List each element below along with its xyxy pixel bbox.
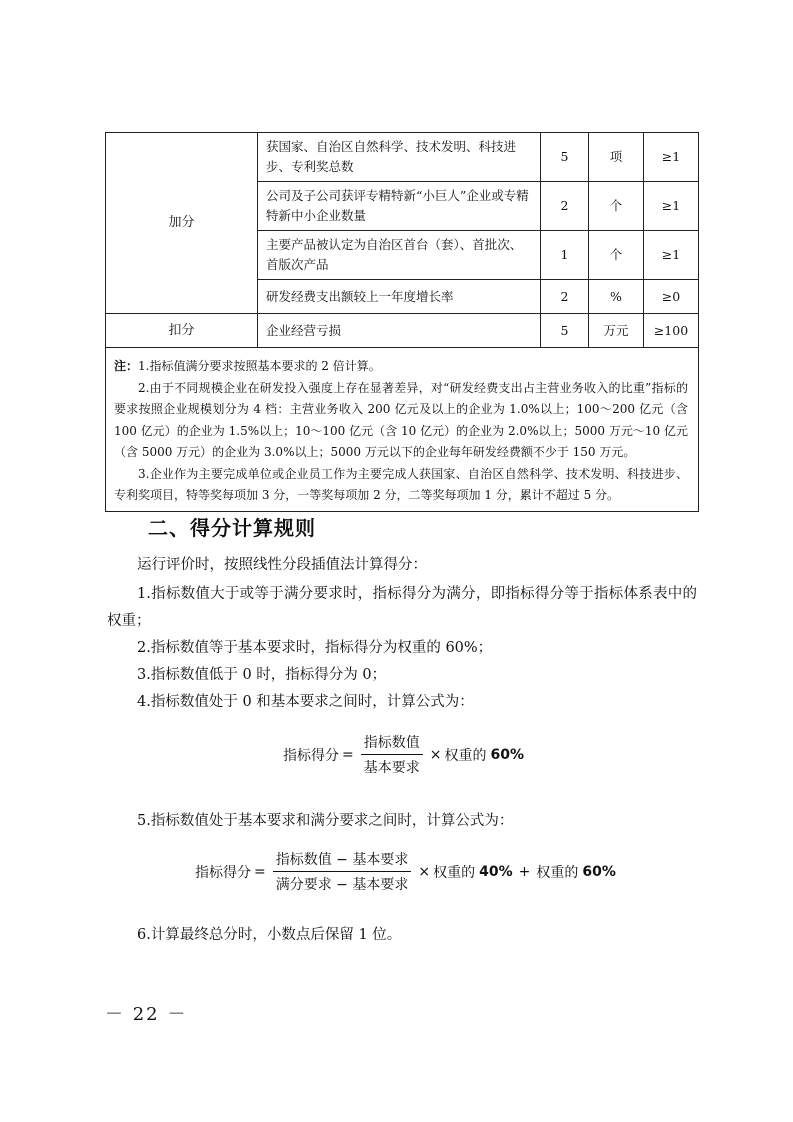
table-row <box>106 314 699 348</box>
weight-cell: 5 <box>541 314 589 348</box>
formula-interpolation <box>195 849 616 894</box>
requirement-cell: ≥0 <box>644 280 699 314</box>
note-1-text: 1.指标值满分要求按照基本要求的 2 倍计算。 <box>138 359 381 373</box>
plus-sign: + <box>518 863 531 880</box>
percent-value: 40% <box>479 863 513 880</box>
factor-label: 权重的 <box>444 747 487 764</box>
requirement-cell: ≥1 <box>644 133 699 182</box>
requirement-cell: ≥100 <box>644 314 699 348</box>
weight-cell: 2 <box>541 182 589 231</box>
fraction-numerator: 指标数值 <box>361 732 423 755</box>
notes-row <box>106 348 699 512</box>
formula-lhs: 指标得分 <box>283 747 339 764</box>
weight-cell: 2 <box>541 280 589 314</box>
formula-basic <box>283 732 524 777</box>
unit-cell: % <box>589 280 644 314</box>
equals-sign: = <box>342 746 354 763</box>
fraction-denominator: 基本要求 <box>363 760 420 776</box>
indicator-cell: 主要产品被认定为自治区首台（套）、首批次、首版次产品 <box>258 231 541 280</box>
page-number: － 22 － <box>105 1004 188 1025</box>
note-3: 3.企业作为主要完成单位或企业员工作为主要完成人获国家、自治区自然科学、技术发明、科技进步、专利奖项目，特等奖每项加 3 分，一等奖每项加 2 分，二等奖每项加 1 分，累计不超过 5 分。 <box>114 466 688 502</box>
fraction-denominator: 满分要求 − 基本要求 <box>275 877 409 893</box>
factor-label: 权重的 <box>433 864 476 881</box>
indicator-cell: 获国家、自治区自然科学、技术发明、科技进步、专利奖总数 <box>258 133 541 182</box>
rule-5: 5.指标数值处于基本要求和满分要求之间时，计算公式为： <box>137 813 514 829</box>
percent-value: 60% <box>490 746 524 763</box>
unit-cell: 项 <box>589 133 644 182</box>
unit-cell: 个 <box>589 231 644 280</box>
indicator-cell: 研发经费支出额较上一年度增长率 <box>258 280 541 314</box>
notes-cell <box>106 348 699 512</box>
scoring-table <box>105 132 699 512</box>
equals-sign: = <box>254 863 266 880</box>
fraction <box>361 732 423 777</box>
rule-3: 3.指标数值低于 0 时，指标得分为 0； <box>137 667 387 683</box>
notes-heading: 注： <box>114 359 139 373</box>
table-row <box>106 133 699 182</box>
rule-4: 4.指标数值处于 0 和基本要求之间时，计算公式为： <box>137 694 474 710</box>
section-title: 二、得分计算规则 <box>148 516 316 540</box>
requirement-cell: ≥1 <box>644 182 699 231</box>
fraction <box>273 849 412 894</box>
unit-cell: 个 <box>589 182 644 231</box>
indicator-cell: 公司及子公司获评专精特新“小巨人”企业或专精特新中小企业数量 <box>258 182 541 231</box>
weight-cell: 5 <box>541 133 589 182</box>
percent-value: 60% <box>582 863 616 880</box>
note-2: 2.由于不同规模企业在研发投入强度上存在显著差异，对“研发经费支出占主营业务收入的比重”指标的要求按照企业规模划分为 4 档：主营业务收入 200 亿元及以上的企业为 1.0%以上；100～200 亿元（含 100 亿元）的企业为 1.5%以上；10～100 亿元（含 10 亿元）的企业为 2.0%以上；5000 万元～10 亿元（含 5000 万元）的企业为 3.0%以上；5000 万元以下的企业每年研发经费额不少于 150 万元。 <box>114 380 688 459</box>
deduct-category-cell: 扣分 <box>106 314 258 348</box>
intro-paragraph: 运行评价时，按照线性分段插值法计算得分： <box>137 557 427 573</box>
formula-lhs: 指标得分 <box>195 864 251 881</box>
unit-cell: 万元 <box>589 314 644 348</box>
rule-1: 1.指标数值大于或等于满分要求时，指标得分为满分，即指标得分等于指标体系表中的权重； <box>107 586 697 629</box>
fraction-numerator: 指标数值 − 基本要求 <box>273 849 412 872</box>
bonus-category-cell: 加分 <box>106 133 258 314</box>
weight-cell: 1 <box>541 231 589 280</box>
note-1 <box>114 356 688 378</box>
rule-6: 6.计算最终总分时，小数点后保留 1 位。 <box>137 927 402 943</box>
rule-2: 2.指标数值等于基本要求时，指标得分为权重的 60%； <box>137 640 493 656</box>
times-sign: × <box>429 746 442 763</box>
factor-label: 权重的 <box>536 864 579 881</box>
times-sign: × <box>418 863 431 880</box>
indicator-cell: 企业经营亏损 <box>258 314 541 348</box>
requirement-cell: ≥1 <box>644 231 699 280</box>
